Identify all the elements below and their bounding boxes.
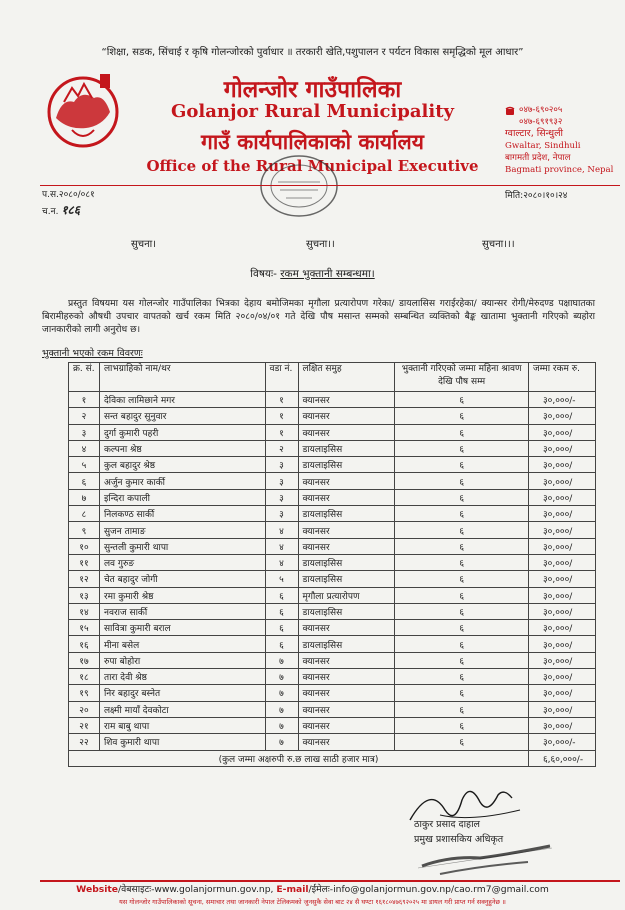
cell-target: क्यानसर xyxy=(298,473,395,489)
cell-amount: ३०,०००/ xyxy=(528,587,595,603)
contact-block xyxy=(505,104,623,176)
cell-name: सुन्तली कुमारी थापा xyxy=(99,538,265,554)
reference-numbers xyxy=(42,188,95,220)
cell-months: ६ xyxy=(395,538,529,554)
table-row xyxy=(69,652,596,668)
email-link[interactable]: info@golanjormun.gov.np/ xyxy=(333,884,455,895)
cell-target: मृगौला प्रत्यारोपण xyxy=(298,587,395,603)
cell-amount: ३०,०००/ xyxy=(528,717,595,733)
address-en: Gwaltar, Sindhuli xyxy=(505,141,581,151)
cell-sn: १८ xyxy=(69,669,100,685)
cell-name: निलकण्ठ सार्की xyxy=(99,506,265,522)
cell-months: ६ xyxy=(395,489,529,505)
office-name-en: Office of the Rural Municipal Executive xyxy=(146,157,479,175)
cell-name: दुर्गा कुमारी पहरी xyxy=(99,424,265,440)
cell-name: चेत बहादुर जोगी xyxy=(99,571,265,587)
cell-sn: ४ xyxy=(69,440,100,456)
cell-months: ६ xyxy=(395,587,529,603)
footer-contact-line: Website/वेबसाइटः-www.golanjormun.gov.np, E-mail/ईमेलः-info@golanjormun.gov.np/cao.rm7@gmail.com xyxy=(76,884,549,895)
subject-text: रकम भुक्तानी सम्बन्धमा। xyxy=(280,268,375,280)
cell-ward: ३ xyxy=(265,457,298,473)
phone-1: ०४७-६९०२०५ xyxy=(519,105,563,115)
header-divider xyxy=(40,185,620,186)
cell-name: कुल बहादुर श्रेष्ठ xyxy=(99,457,265,473)
cell-ward: १ xyxy=(265,392,298,408)
website-link[interactable]: www.golanjormun.gov.np xyxy=(154,884,271,895)
cell-ward: ७ xyxy=(265,652,298,668)
table-header-row xyxy=(69,363,596,392)
patra-sankhya: प.स.२०८०/०८१ xyxy=(42,190,95,200)
cell-sn: १० xyxy=(69,538,100,554)
cell-target: डायलाइसिस xyxy=(298,603,395,619)
cell-target: डायलाइसिस xyxy=(298,506,395,522)
table-row xyxy=(69,701,596,717)
cell-target: डायलाइसिस xyxy=(298,636,395,652)
cell-months: ६ xyxy=(395,522,529,538)
table-row xyxy=(69,489,596,505)
municipality-name-en: Golanjor Rural Municipality xyxy=(171,101,454,122)
cell-ward: ३ xyxy=(265,473,298,489)
cell-months: ६ xyxy=(395,669,529,685)
payment-table xyxy=(68,362,596,767)
email-link-2[interactable]: cao.rm7@gmail.com xyxy=(454,884,549,895)
footer-note: यस गोलन्जोर गाउँपालिकाको सूचना, समाचार तथा जानकारी नेपाल टेलिकमको जुनसुकै सेवा बाट २४ सै घण्टा १६१८०४७६९२०२५ मा डायल गरी प्राप्त गर्न सक्नुहुनेछ ॥ xyxy=(119,898,506,906)
cell-ward: ६ xyxy=(265,620,298,636)
cell-target: क्यानसर xyxy=(298,522,395,538)
province-np: बागमती प्रदेश, नेपाल xyxy=(505,153,571,163)
cell-ward: ४ xyxy=(265,554,298,570)
header-name: लाभग्राहिको नाम/थर xyxy=(99,363,265,392)
cell-target: क्यानसर xyxy=(298,408,395,424)
cell-months: ६ xyxy=(395,392,529,408)
cell-name: रमा कुमारी श्रेष्ठ xyxy=(99,587,265,603)
cell-sn: १२ xyxy=(69,571,100,587)
cell-ward: ७ xyxy=(265,717,298,733)
cell-target: क्यानसर xyxy=(298,669,395,685)
phone-2: ०४७-६९१९३२ xyxy=(519,117,563,127)
cell-months: ६ xyxy=(395,603,529,619)
table-row xyxy=(69,603,596,619)
cell-target: क्यानसर xyxy=(298,392,395,408)
cell-ward: १ xyxy=(265,424,298,440)
table-row xyxy=(69,571,596,587)
cell-name: अर्जुन कुमार कार्की xyxy=(99,473,265,489)
cell-ward: १ xyxy=(265,408,298,424)
header-amount: जम्मा रकम रु. xyxy=(528,363,595,392)
cell-sn: ११ xyxy=(69,554,100,570)
table-row xyxy=(69,506,596,522)
cell-ward: ७ xyxy=(265,701,298,717)
cell-target: क्यानसर xyxy=(298,424,395,440)
header-months: भुक्तानी गरिएको जम्मा महिना श्रावण देखि पौष सम्म xyxy=(395,363,529,392)
cell-name: कल्पना श्रेष्ठ xyxy=(99,440,265,456)
phone-icon xyxy=(505,106,515,116)
cell-name: देविका लामिछाने मगर xyxy=(99,392,265,408)
cell-amount: ३०,०००/ xyxy=(528,620,595,636)
cell-target: डायलाइसिस xyxy=(298,571,395,587)
cell-name: सुजन तामाङ xyxy=(99,522,265,538)
cell-name: रुपा बोहोरा xyxy=(99,652,265,668)
cell-amount: ३०,०००/ xyxy=(528,408,595,424)
cell-months: ६ xyxy=(395,554,529,570)
table-caption: भुक्तानी भएको रकम विवरणः xyxy=(42,348,143,359)
email-label: E-mail xyxy=(276,884,309,895)
notice-heading-3: सुचना।।। xyxy=(482,239,515,250)
cell-amount: ३०,०००/ xyxy=(528,603,595,619)
table-row xyxy=(69,587,596,603)
cell-amount: ३०,०००/ xyxy=(528,457,595,473)
notice-heading-1: सुचना। xyxy=(131,239,157,250)
total-row xyxy=(69,750,596,766)
header-target: लक्षित समुह xyxy=(298,363,395,392)
cell-sn: १ xyxy=(69,392,100,408)
cell-ward: ६ xyxy=(265,603,298,619)
cell-sn: ७ xyxy=(69,489,100,505)
cell-ward: ७ xyxy=(265,685,298,701)
notice-heading-2: सुचना।। xyxy=(306,239,335,250)
cell-months: ६ xyxy=(395,457,529,473)
cell-target: क्यानसर xyxy=(298,701,395,717)
table-row xyxy=(69,620,596,636)
cell-ward: ३ xyxy=(265,489,298,505)
cell-ward: ४ xyxy=(265,522,298,538)
cell-target: क्यानसर xyxy=(298,652,395,668)
cell-amount: ३०,०००/- xyxy=(528,392,595,408)
chalan-number-value: १८६ xyxy=(61,203,81,217)
cell-months: ६ xyxy=(395,408,529,424)
table-row xyxy=(69,408,596,424)
cell-amount: ३०,०००/ xyxy=(528,652,595,668)
signer-name: ठाकुर प्रसाद दाहाल xyxy=(414,819,480,830)
cell-target: डायलाइसिस xyxy=(298,440,395,456)
cell-sn: ९ xyxy=(69,522,100,538)
header-ward: वडा नं. xyxy=(265,363,298,392)
cell-months: ६ xyxy=(395,685,529,701)
cell-months: ६ xyxy=(395,717,529,733)
cell-ward: ३ xyxy=(265,506,298,522)
cell-name: निर बहादुर बस्नेत xyxy=(99,685,265,701)
province-en: Bagmati province, Nepal xyxy=(505,165,614,175)
cell-target: क्यानसर xyxy=(298,538,395,554)
table-row xyxy=(69,669,596,685)
cell-ward: ६ xyxy=(265,587,298,603)
cell-months: ६ xyxy=(395,424,529,440)
cell-amount: ३०,०००/ xyxy=(528,571,595,587)
table-row xyxy=(69,473,596,489)
cell-sn: १९ xyxy=(69,685,100,701)
total-words: (कुल जम्मा अक्षरुपी रु.छ लाख साठी हजार मात्र) xyxy=(69,750,529,766)
municipality-name-np: गोलन्जोर गाउँपालिका xyxy=(223,77,402,103)
cell-amount: ३०,०००/ xyxy=(528,473,595,489)
cell-ward: ६ xyxy=(265,636,298,652)
subject-line xyxy=(0,267,625,281)
table-row xyxy=(69,392,596,408)
cell-ward: ५ xyxy=(265,571,298,587)
cell-months: ६ xyxy=(395,701,529,717)
cell-name: इन्दिरा कपाली xyxy=(99,489,265,505)
cell-target: क्यानसर xyxy=(298,734,395,750)
office-name-np: गाउँ कार्यपालिकाको कार्यालय xyxy=(201,130,424,154)
cell-name: तारा देवी श्रेष्ठ xyxy=(99,669,265,685)
cell-ward: ४ xyxy=(265,538,298,554)
cell-months: ६ xyxy=(395,440,529,456)
cell-sn: १७ xyxy=(69,652,100,668)
cell-months: ६ xyxy=(395,506,529,522)
signer-title: प्रमुख प्रशासकिय अधिकृत xyxy=(414,834,504,845)
subject-label: विषयः- xyxy=(250,268,277,280)
cell-months: ६ xyxy=(395,734,529,750)
cell-target: क्यानसर xyxy=(298,489,395,505)
total-amount: ६,६०,०००/- xyxy=(528,750,595,766)
office-stamp xyxy=(258,152,340,220)
cell-target: क्यानसर xyxy=(298,685,395,701)
cell-months: ६ xyxy=(395,473,529,489)
cell-target: डायलाइसिस xyxy=(298,457,395,473)
date-line: मिति:२०८०।१०।२४ xyxy=(505,191,568,201)
cell-name: सन्त बहादुर सुनुवार xyxy=(99,408,265,424)
cell-amount: ३०,०००/- xyxy=(528,734,595,750)
cell-months: ६ xyxy=(395,620,529,636)
cell-ward: ७ xyxy=(265,669,298,685)
cell-name: सावित्रा कुमारी बराल xyxy=(99,620,265,636)
cell-amount: ३०,०००/ xyxy=(528,636,595,652)
motto: “शिक्षा, सडक, सिंचाई र कृषि गोलन्जोरको पुर्वाधार ॥ तरकारी खेति,पशुपालन र पर्यटन विकास समृद्धिको मूल आधार” xyxy=(101,47,524,58)
phone-numbers xyxy=(505,104,623,128)
cell-amount: ३०,०००/ xyxy=(528,685,595,701)
website-label: Website xyxy=(76,884,119,895)
table-row xyxy=(69,440,596,456)
cell-name: राम बाबु थापा xyxy=(99,717,265,733)
cell-sn: २१ xyxy=(69,717,100,733)
table-row xyxy=(69,554,596,570)
body-paragraph: प्रस्तुत विषयमा यस गोलन्जोर गाउँपालिका भित्रका देहाय बमोजिमका मृगौला प्रत्यारोपण गरेका/ डायलासिस गराईरहेका/ क्यान्सर रोगी/मेरुदण्ड पक्षाघातका बिरामीहरुको औषधी उपचार वापतको खर्च रकम मिति २०८०/०४/०१ गते देखि पौष मसान्त सम्मको सम्बन्धित व्यक्तिको बैङ्क खातामा भुक्तानी गरिएको ब्यहोरा जानकारीको लागी अनुरोध छ। xyxy=(42,298,595,336)
cell-amount: ३०,०००/ xyxy=(528,669,595,685)
cell-amount: ३०,०००/ xyxy=(528,489,595,505)
address-np: ग्वाल्टार, सिन्धुली xyxy=(505,128,563,139)
cell-amount: ३०,०००/ xyxy=(528,440,595,456)
cell-sn: १६ xyxy=(69,636,100,652)
cell-sn: ८ xyxy=(69,506,100,522)
table-row xyxy=(69,734,596,750)
cell-sn: १४ xyxy=(69,603,100,619)
signer-name-stamp xyxy=(410,838,560,878)
cell-target: क्यानसर xyxy=(298,620,395,636)
cell-amount: ३०,०००/ xyxy=(528,538,595,554)
cell-name: लव गुरुङ xyxy=(99,554,265,570)
table-row xyxy=(69,636,596,652)
cell-target: क्यानसर xyxy=(298,717,395,733)
cell-ward: २ xyxy=(265,440,298,456)
table-row xyxy=(69,685,596,701)
cell-ward: ७ xyxy=(265,734,298,750)
cell-amount: ३०,०००/ xyxy=(528,522,595,538)
cell-sn: ३ xyxy=(69,424,100,440)
cell-sn: २० xyxy=(69,701,100,717)
cell-months: ६ xyxy=(395,652,529,668)
table-row xyxy=(69,717,596,733)
cell-months: ६ xyxy=(395,571,529,587)
cell-sn: ६ xyxy=(69,473,100,489)
table-row xyxy=(69,522,596,538)
cell-name: नवराज सार्की xyxy=(99,603,265,619)
cell-months: ६ xyxy=(395,636,529,652)
cell-name: मीना बसेल xyxy=(99,636,265,652)
cell-amount: ३०,०००/ xyxy=(528,554,595,570)
table-row xyxy=(69,457,596,473)
cell-sn: २२ xyxy=(69,734,100,750)
cell-amount: ३०,०००/ xyxy=(528,506,595,522)
cell-name: शिव कुमारी थापा xyxy=(99,734,265,750)
cell-sn: १३ xyxy=(69,587,100,603)
cell-sn: १५ xyxy=(69,620,100,636)
cell-amount: ३०,०००/ xyxy=(528,701,595,717)
header-sn: क्र. सं. xyxy=(69,363,100,392)
cell-sn: २ xyxy=(69,408,100,424)
table-row xyxy=(69,538,596,554)
table-row xyxy=(69,424,596,440)
cell-amount: ३०,०००/ xyxy=(528,424,595,440)
cell-sn: ५ xyxy=(69,457,100,473)
cell-target: डायलाइसिस xyxy=(298,554,395,570)
cell-name: लक्ष्मी मायाँ देवकोटा xyxy=(99,701,265,717)
chalan-number: च.न. १८६ xyxy=(42,203,81,217)
